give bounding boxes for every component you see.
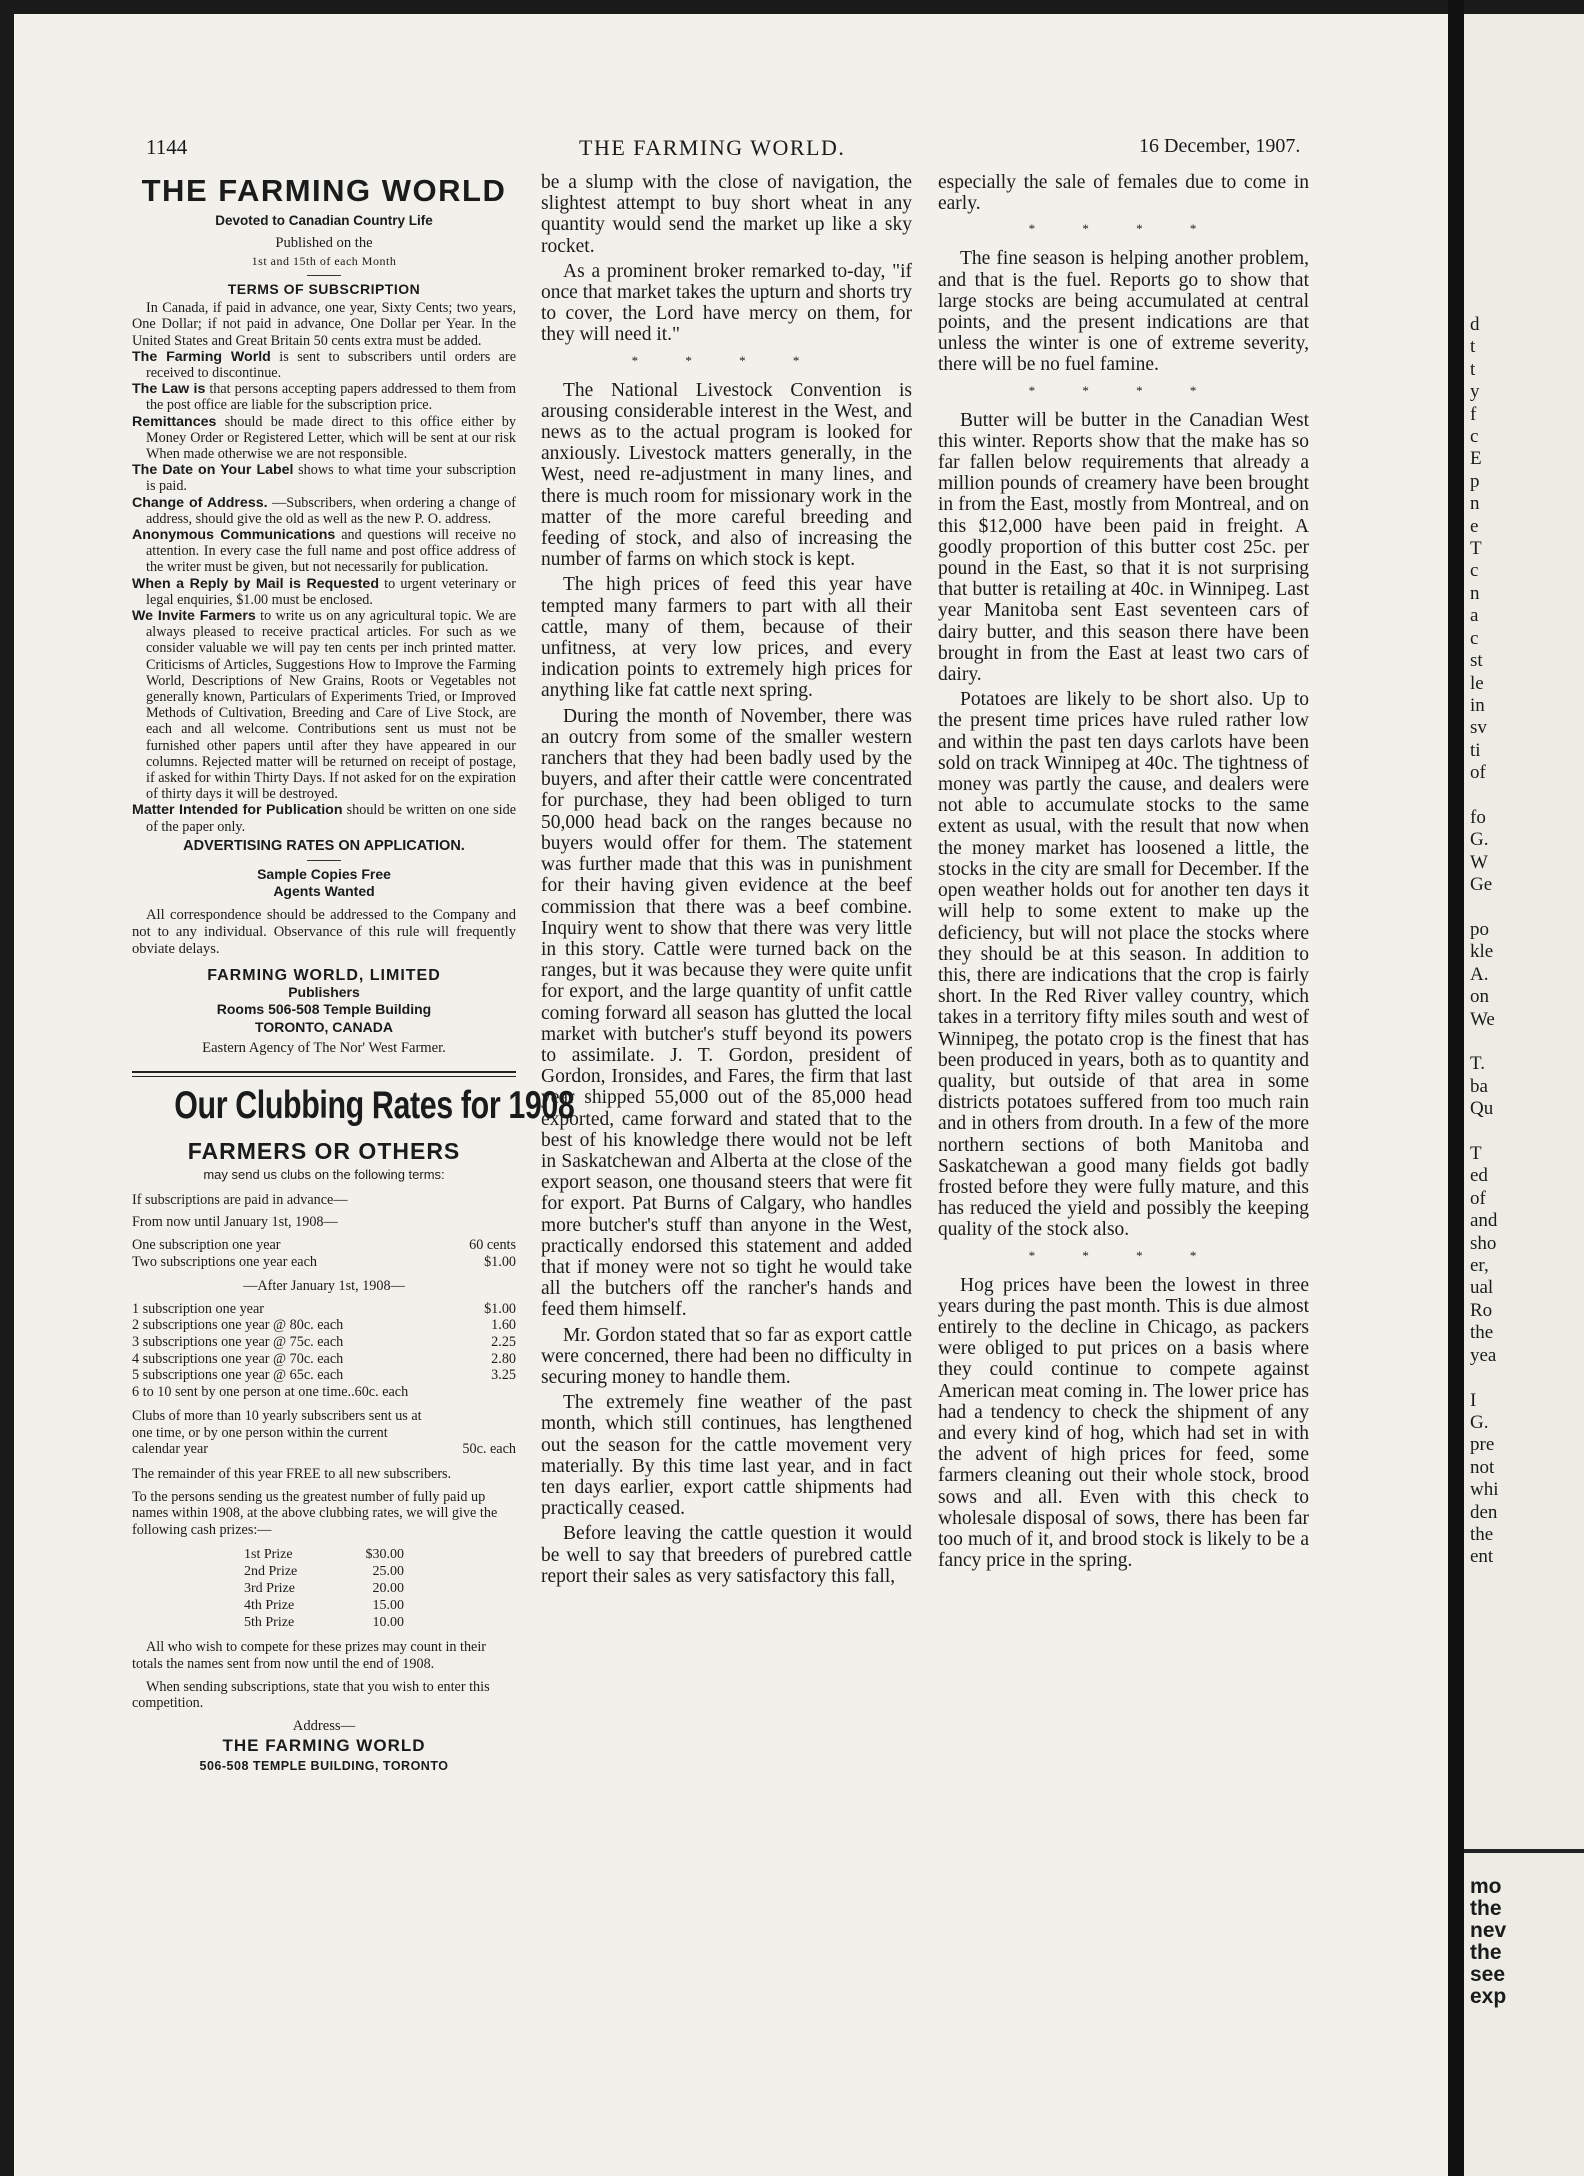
page-gutter: [1448, 0, 1464, 2176]
adjacent-fragment: ti: [1470, 739, 1481, 761]
prize-row: [244, 1580, 404, 1597]
terms-item: [132, 527, 516, 576]
adjacent-fragment: p: [1470, 470, 1480, 492]
adjacent-fragment: c: [1470, 560, 1479, 582]
adjacent-fragment: in: [1470, 694, 1485, 716]
rate-row: [132, 1334, 516, 1351]
article-paragraph: Butter will be butter in the Canadian West this winter. Reports show that the make has so far fallen below requirements that already a million pounds of creamery have been brought in from the East, mostly from Montreal, and on this $12,000 have been paid in freight. A goodly proportion of this butter cost 25c. per pound in the East, so that it is not surprising that butter is retailing at 40c. in Winnipeg. Last year Manitoba sent East seventeen cars of dairy butter, and this season there have been brought in from the East at least two cars of dairy.: [938, 409, 1309, 686]
article-paragraph: Before leaving the cattle question it would be well to say that breeders of purebred cattle report their sales as very satisfactory this fall,: [541, 1523, 912, 1587]
clubs-rate-price: 50c. each: [462, 1441, 516, 1458]
masthead-column: [132, 172, 575, 1776]
adjacent-fragment: G.: [1470, 1411, 1489, 1433]
article-paragraph: The high prices of feed this year have tempted many farmers to part with all their cattle, many of them, because of their unfitness, at very low prices, and every indication points to extremely high prices for anything like fat cattle next spring.: [541, 574, 912, 702]
section-stars: * * * *: [1028, 1247, 1219, 1263]
address-name: THE FARMING WORLD: [222, 1736, 426, 1756]
terms-item-text: is sent to subscribers until orders are received to discontinue.: [146, 348, 516, 381]
adjacent-fragment: ual: [1470, 1277, 1494, 1299]
prizes-list: [244, 1546, 404, 1631]
prize-label: 2nd Prize: [244, 1564, 298, 1580]
adjacent-fragment: of: [1470, 762, 1486, 784]
adjacent-page-rule: [1464, 1849, 1584, 1853]
rate-label: 3 subscriptions one year @ 75c. each: [132, 1333, 344, 1350]
address-label: Address—: [292, 1717, 356, 1734]
divider: [307, 275, 341, 276]
adjacent-bold-fragment: the: [1470, 1897, 1502, 1920]
sample-copies: Sample Copies Free: [257, 866, 391, 883]
rate-price: 1.60: [491, 1317, 516, 1334]
prize-amount: $30.00: [365, 1547, 404, 1563]
section-stars: * * * *: [1028, 221, 1219, 237]
article-paragraph: Hog prices have been the lowest in three years during the past month. This is due almost entirely to the decline in Chicago, as packers were obliged to put prices on a basis where they could continue to compete against American meat coming in. The lower price has had a tendency to check the shipment of any and every kind of hog, which had set in with the advent of high prices for feed, some farmers cleaning out their whole stock, brood sows and all. Even with this check to wholesale disposal of sows, there has been far too much of it, and brood stock is likely to be a fancy price in the spring.: [938, 1274, 1309, 1572]
terms-item-label: The Date on Your Label: [132, 462, 294, 479]
adjacent-fragment: c: [1470, 627, 1479, 649]
divider: [307, 860, 341, 861]
adjacent-fragment: [1470, 1031, 1580, 1053]
adjacent-fragment: G.: [1470, 829, 1489, 851]
article-paragraph: Potatoes are likely to be short also. Up to the present time prices have ruled rather low and within the past ten days carlots have been sold on track Winnipeg at 40c. The tightness of money was partly the cause, and dealers were not able to accumulate stocks to the same extent as usual, with the result that now when the money market has loosened a little, the stocks in the city are small for December. If the open weather holds out for another ten days it will help to some extent to make up the deficiency, but will not place the stocks where they should be at this season. In addition to this, there are indications that the crop is fairly short. In the Red River valley country, which takes in a territory fifty miles south and west of Winnipeg, the potato crop is the finest that has been produced in years, both as to quantity and quality, but outside of that area in some districts potatoes suffered from too much rain and in others from drouth. In a few of the more northern sections of both Manitoba and Saskatchewan a good many fields got badly frosted before they were fully mature, and this has reduced the yield and possibly the keeping quality of the stock also.: [938, 689, 1309, 1241]
advertising-rates: ADVERTISING RATES ON APPLICATION.: [183, 837, 465, 854]
terms-item: [132, 349, 516, 381]
terms-item-label: We Invite Farmers: [132, 608, 256, 625]
terms-intro: In Canada, if paid in advance, one year, Sixty Cents; two years, One Dollar; if not paid in advance, One Dollar per Year. In the United States and Great Britain 50 cents extra must be added.: [132, 300, 516, 349]
rate-row: [132, 1367, 516, 1384]
prizes-intro: To the persons sending us the greatest number of fully paid up names within 1908, at the above clubbing rates, we will give the following cash prizes:—: [132, 1488, 498, 1538]
adjacent-fragment: le: [1470, 672, 1484, 694]
adjacent-fragment: sho: [1470, 1232, 1497, 1254]
adjacent-bold-fragment: nev: [1470, 1919, 1507, 1942]
adjacent-fragment: on: [1470, 986, 1489, 1008]
adjacent-fragment: c: [1470, 426, 1479, 448]
rate-label: 1 subscription one year: [132, 1300, 264, 1317]
terms-item-label: The Law is: [132, 381, 206, 398]
publisher-city: TORONTO, CANADA: [255, 1018, 393, 1035]
adjacent-fragment: ba: [1470, 1075, 1488, 1097]
agents-wanted: Agents Wanted: [273, 883, 375, 900]
adjacent-fragment: t: [1470, 336, 1476, 358]
adjacent-fragment: yea: [1470, 1344, 1497, 1366]
terms-item-text: should be made direct to this office either by Money Order or Registered Letter, which will be sent at our risk When made otherwise we are not responsible.: [146, 413, 516, 463]
adjacent-fragment: sv: [1470, 717, 1487, 739]
adjacent-fragment: pre: [1470, 1434, 1495, 1456]
prize-label: 4th Prize: [244, 1598, 295, 1614]
clubs-rate-label: Clubs of more than 10 yearly subscribers sent us at one time, or by one person within the current calendar year: [132, 1408, 422, 1458]
rate-price: 2.80: [491, 1350, 516, 1367]
rate-price: 60 cents: [469, 1236, 516, 1253]
publisher-rooms: Rooms 506-508 Temple Building: [216, 1001, 432, 1018]
adjacent-fragment: T: [1470, 538, 1482, 560]
prize-row: [244, 1614, 404, 1631]
terms-item-text: and questions will receive no attention. In every case the full name and post office address of the writer must be given, but not necessarily for publication.: [146, 527, 516, 576]
masthead-tagline: Devoted to Canadian Country Life: [215, 213, 433, 228]
prize-amount: 15.00: [372, 1598, 404, 1614]
adjacent-fragment: po: [1470, 918, 1489, 940]
adjacent-bold-fragment: exp: [1470, 1985, 1507, 2008]
adjacent-fragment: whi: [1470, 1479, 1499, 1501]
remainder-free: The remainder of this year FREE to all new subscribers.: [132, 1466, 452, 1483]
adjacent-fragment: of: [1470, 1187, 1486, 1209]
adjacent-fragment: T.: [1470, 1053, 1485, 1075]
rates-after-list: [132, 1301, 516, 1401]
prize-label: 5th Prize: [244, 1615, 295, 1631]
terms-item: [132, 495, 516, 527]
adjacent-fragment: d: [1470, 314, 1480, 335]
terms-item: [132, 414, 516, 463]
adjacent-fragment: kle: [1470, 941, 1494, 963]
terms-item-text: —Subscribers, when ordering a change of address, should give the old as well as the new P. O. address.: [146, 494, 516, 527]
eastern-agency: Eastern Agency of The Nor' West Farmer.: [202, 1039, 446, 1056]
rate-row: [132, 1384, 516, 1401]
rate-row: [132, 1317, 516, 1334]
adjacent-fragment: fo: [1470, 806, 1486, 828]
rate-price: $1.00: [484, 1300, 516, 1317]
adjacent-fragment: not: [1470, 1456, 1495, 1478]
article-column-2: [541, 172, 912, 1591]
terms-item: [132, 462, 516, 494]
terms-block: [132, 300, 516, 835]
article-paragraph: Mr. Gordon stated that so far as export cattle were concerned, there had been no difficulty in securing money to handle them.: [541, 1324, 912, 1388]
article-paragraph: During the month of November, there was an outcry from some of the smaller western ranchers that they had been badly used by the buyers, and after their cattle were concentrated for purchase, they had been obliged to turn 50,000 head back on the ranges because no buyers would offer for them. The statement was further made that this was in punishment for their having given evidence at the beef commission that there was a beef combine. Inquiry went to show that there was very little in this story. Cattle were turned back on the ranges, but it was because they were quite unfit for export, and the large quantity of unfit cattle coming forward all season has glutted the local market with butcher's stuff beyond its powers to assimilate. J. T. Gordon, president of Gordon, Ironsides, and Fares, the firm that last year shipped 55,000 out of the 85,000 head exported, came forward and stated that to the best of his knowledge there would not be left in Saskatchewan and Alberta at the close of the export season, one thousand steers that were fit for export. Pat Burns of Calgary, who handles more butcher's stuff than anyone in the West, practically endorsed this statement and added that if money were not so tight he would take all the butchers off the rancher's hands and feed them himself.: [541, 705, 912, 1321]
publisher-role: Publishers: [288, 983, 360, 1000]
article-paragraph: The National Livestock Convention is arousing considerable interest in the West, and news as to the actual program is looked for anxiously. Livestock matters generally, in the West, need re-adjustment in many lines, and there is much room for missionary work in the matter of the more careful breeding and feeding of stock, and also of increasing the number of farms on which stock is kept.: [541, 379, 912, 571]
adjacent-bold-fragment: see: [1470, 1963, 1506, 1986]
terms-item: [132, 381, 516, 413]
after-january: —After January 1st, 1908—: [243, 1278, 405, 1295]
rate-row: [132, 1237, 516, 1254]
adjacent-fragment: e: [1470, 515, 1479, 537]
advance-note: If subscriptions are paid in advance—: [132, 1191, 348, 1208]
terms-item-label: Matter Intended for Publication: [132, 802, 343, 819]
adjacent-fragment: a: [1470, 605, 1479, 627]
adjacent-fragment: n: [1470, 493, 1480, 515]
adjacent-bold-fragment: the: [1470, 1941, 1502, 1964]
adjacent-fragment: We: [1470, 1008, 1495, 1030]
terms-item-text: to write us on any agricultural topic. We are always pleased to receive practical articles. For such as we consider valuable we will pay ten cents per inch printed matter. Criticisms of Articles, Suggestions How to Improve the Farming World, Descriptions of New Grains, Roots or Vegetables not generally known, Particulars of Experiments Tried, or Improved Methods of Cultivation, Breeding and Care of Live Stock, are each and all welcome. Contributions sent us must not be furnished other papers until after they have appeared in our columns. Rejected matter will be returned on receipt of postage, if asked for within Thirty Days. If not asked for on the expiration of thirty days it will be destroyed.: [146, 608, 516, 803]
adjacent-fragment: f: [1470, 403, 1477, 425]
adjacent-fragment: [1470, 785, 1580, 807]
state-note: When sending subscriptions, state that you wish to enter this competition.: [132, 1678, 490, 1712]
adjacent-fragment: y: [1470, 381, 1480, 403]
adjacent-fragment: and: [1470, 1210, 1498, 1232]
adjacent-bold-fragment: mo: [1470, 1875, 1502, 1898]
rate-label: 4 subscriptions one year @ 70c. each: [132, 1350, 344, 1367]
adjacent-fragment: [1470, 897, 1580, 919]
prize-label: 3rd Prize: [244, 1581, 295, 1597]
terms-item: [132, 608, 516, 802]
publisher-name: FARMING WORLD, LIMITED: [207, 966, 441, 984]
rate-label: One subscription one year: [132, 1236, 281, 1253]
clubbing-heading: Our Clubbing Rates for 1908: [174, 1084, 575, 1128]
adjacent-fragment: n: [1470, 582, 1480, 604]
terms-item-text: that persons accepting papers addressed to them from the post office are liable for the subscription price.: [146, 381, 517, 414]
rates-before-list: [132, 1237, 516, 1270]
article-paragraph: especially the sale of females due to come in early.: [938, 172, 1309, 215]
adjacent-fragment: ent: [1470, 1546, 1494, 1568]
rate-price: $1.00: [484, 1253, 516, 1270]
prize-amount: 20.00: [372, 1581, 404, 1597]
article-paragraph: The fine season is helping another problem, and that is the fuel. Reports go to show that large stocks are being accumulated at central points, and the present indications are that unless the winter is one of extreme severity, there will be no fuel famine.: [938, 248, 1309, 376]
adjacent-fragment: T: [1470, 1143, 1482, 1165]
terms-item-label: When a Reply by Mail is Requested: [132, 575, 379, 592]
adjacent-fragment: I: [1470, 1389, 1477, 1411]
adjacent-fragment: den: [1470, 1501, 1498, 1523]
adjacent-fragment: Ro: [1470, 1299, 1493, 1321]
until-january: From now until January 1st, 1908—: [132, 1214, 338, 1231]
adjacent-fragment: Ge: [1470, 874, 1493, 896]
rate-price: 2.25: [491, 1333, 516, 1350]
running-title: THE FARMING WORLD.: [579, 135, 846, 160]
adjacent-fragment: er,: [1470, 1255, 1489, 1277]
terms-item-label: Remittances: [132, 413, 217, 430]
prize-row: [244, 1563, 404, 1580]
adjacent-page-edge: [1464, 14, 1584, 2176]
adjacent-fragment: W: [1470, 851, 1488, 873]
scan-top-border: [0, 0, 1584, 14]
rate-price: 3.25: [491, 1367, 516, 1384]
clubbing-body: [132, 1192, 516, 1712]
clubbing-intro: may send us clubs on the following terms:: [203, 1167, 445, 1183]
prize-label: 1st Prize: [244, 1547, 293, 1563]
prize-row: [244, 1546, 404, 1563]
compete-note: All who wish to compete for these prizes may count in their totals the names sent from now until the end of 1908.: [132, 1639, 487, 1673]
article-column-3: [938, 172, 1309, 1575]
adjacent-fragment: A.: [1470, 963, 1489, 985]
adjacent-page-text: [1470, 314, 1580, 1569]
rate-label: 5 subscriptions one year @ 65c. each: [132, 1367, 344, 1384]
adjacent-page-bold-text: [1470, 1876, 1506, 2008]
rate-label: Two subscriptions one year each: [132, 1253, 317, 1270]
terms-list: [132, 349, 516, 835]
article-paragraph: The extremely fine weather of the past month, which still continues, has lengthened out the season for the cattle movement very materially. By this time last year, and in fact ten days earlier, export cattle shipments had practically ceased.: [541, 1392, 912, 1520]
article-paragraph: As a prominent broker remarked to-day, "if once that market takes the upturn and shorts try to cover, the Lord have mercy on them, for they will need it.": [541, 260, 912, 346]
terms-item-text: should be written on one side of the paper only.: [146, 802, 516, 835]
published-line-2: 1st and 15th of each Month: [251, 253, 397, 268]
adjacent-fragment: the: [1470, 1322, 1494, 1344]
rate-row: [132, 1301, 516, 1318]
adjacent-fragment: Qu: [1470, 1098, 1494, 1120]
terms-item-text: to urgent veterinary or legal enquiries, $1.00 must be enclosed.: [146, 575, 516, 608]
section-stars: * * * *: [1028, 382, 1219, 398]
rate-label: 6 to 10 sent by one person at one time..60c. each: [132, 1383, 409, 1400]
published-line-1: Published on the: [275, 235, 373, 252]
rate-label: 2 subscriptions one year @ 80c. each: [132, 1317, 344, 1334]
article-paragraph: be a slump with the close of navigation, the slightest attempt to buy short wheat in any quantity would send the market up like a sky rocket.: [541, 172, 912, 257]
adjacent-fragment: E: [1470, 448, 1482, 470]
adjacent-fragment: st: [1470, 650, 1483, 672]
rate-row: [132, 1254, 516, 1271]
masthead-title: THE FARMING WORLD: [141, 173, 507, 208]
correspondence-note: All correspondence should be addressed to the Company and not to any individual. Observance of this rule will frequently obviate delays.: [132, 906, 516, 958]
issue-date: 16 December, 1907.: [1139, 135, 1301, 157]
prize-amount: 10.00: [372, 1615, 404, 1631]
terms-item-label: Anonymous Communications: [132, 527, 336, 544]
section-stars: * * * *: [631, 352, 822, 368]
prize-amount: 25.00: [372, 1564, 404, 1580]
terms-item: [132, 576, 516, 608]
address-street: 506-508 TEMPLE BUILDING, TORONTO: [199, 1759, 449, 1774]
terms-heading: TERMS OF SUBSCRIPTION: [227, 280, 421, 297]
page-number: 1144: [146, 135, 188, 159]
clubs-rate: [132, 1408, 516, 1458]
rate-row: [132, 1351, 516, 1368]
adjacent-fragment: t: [1470, 358, 1476, 380]
clubbing-subheading: FARMERS OR OTHERS: [187, 1138, 461, 1165]
adjacent-fragment: [1470, 1121, 1580, 1143]
terms-item: [132, 802, 516, 834]
terms-item-text: shows to what time your subscription is paid.: [146, 462, 516, 495]
adjacent-fragment: the: [1470, 1523, 1494, 1545]
terms-item-label: Change of Address.: [132, 494, 268, 511]
prize-row: [244, 1597, 404, 1614]
adjacent-fragment: ed: [1470, 1165, 1488, 1187]
terms-item-label: The Farming World: [132, 348, 271, 365]
section-rule: [132, 1071, 516, 1077]
adjacent-fragment: [1470, 1367, 1580, 1389]
